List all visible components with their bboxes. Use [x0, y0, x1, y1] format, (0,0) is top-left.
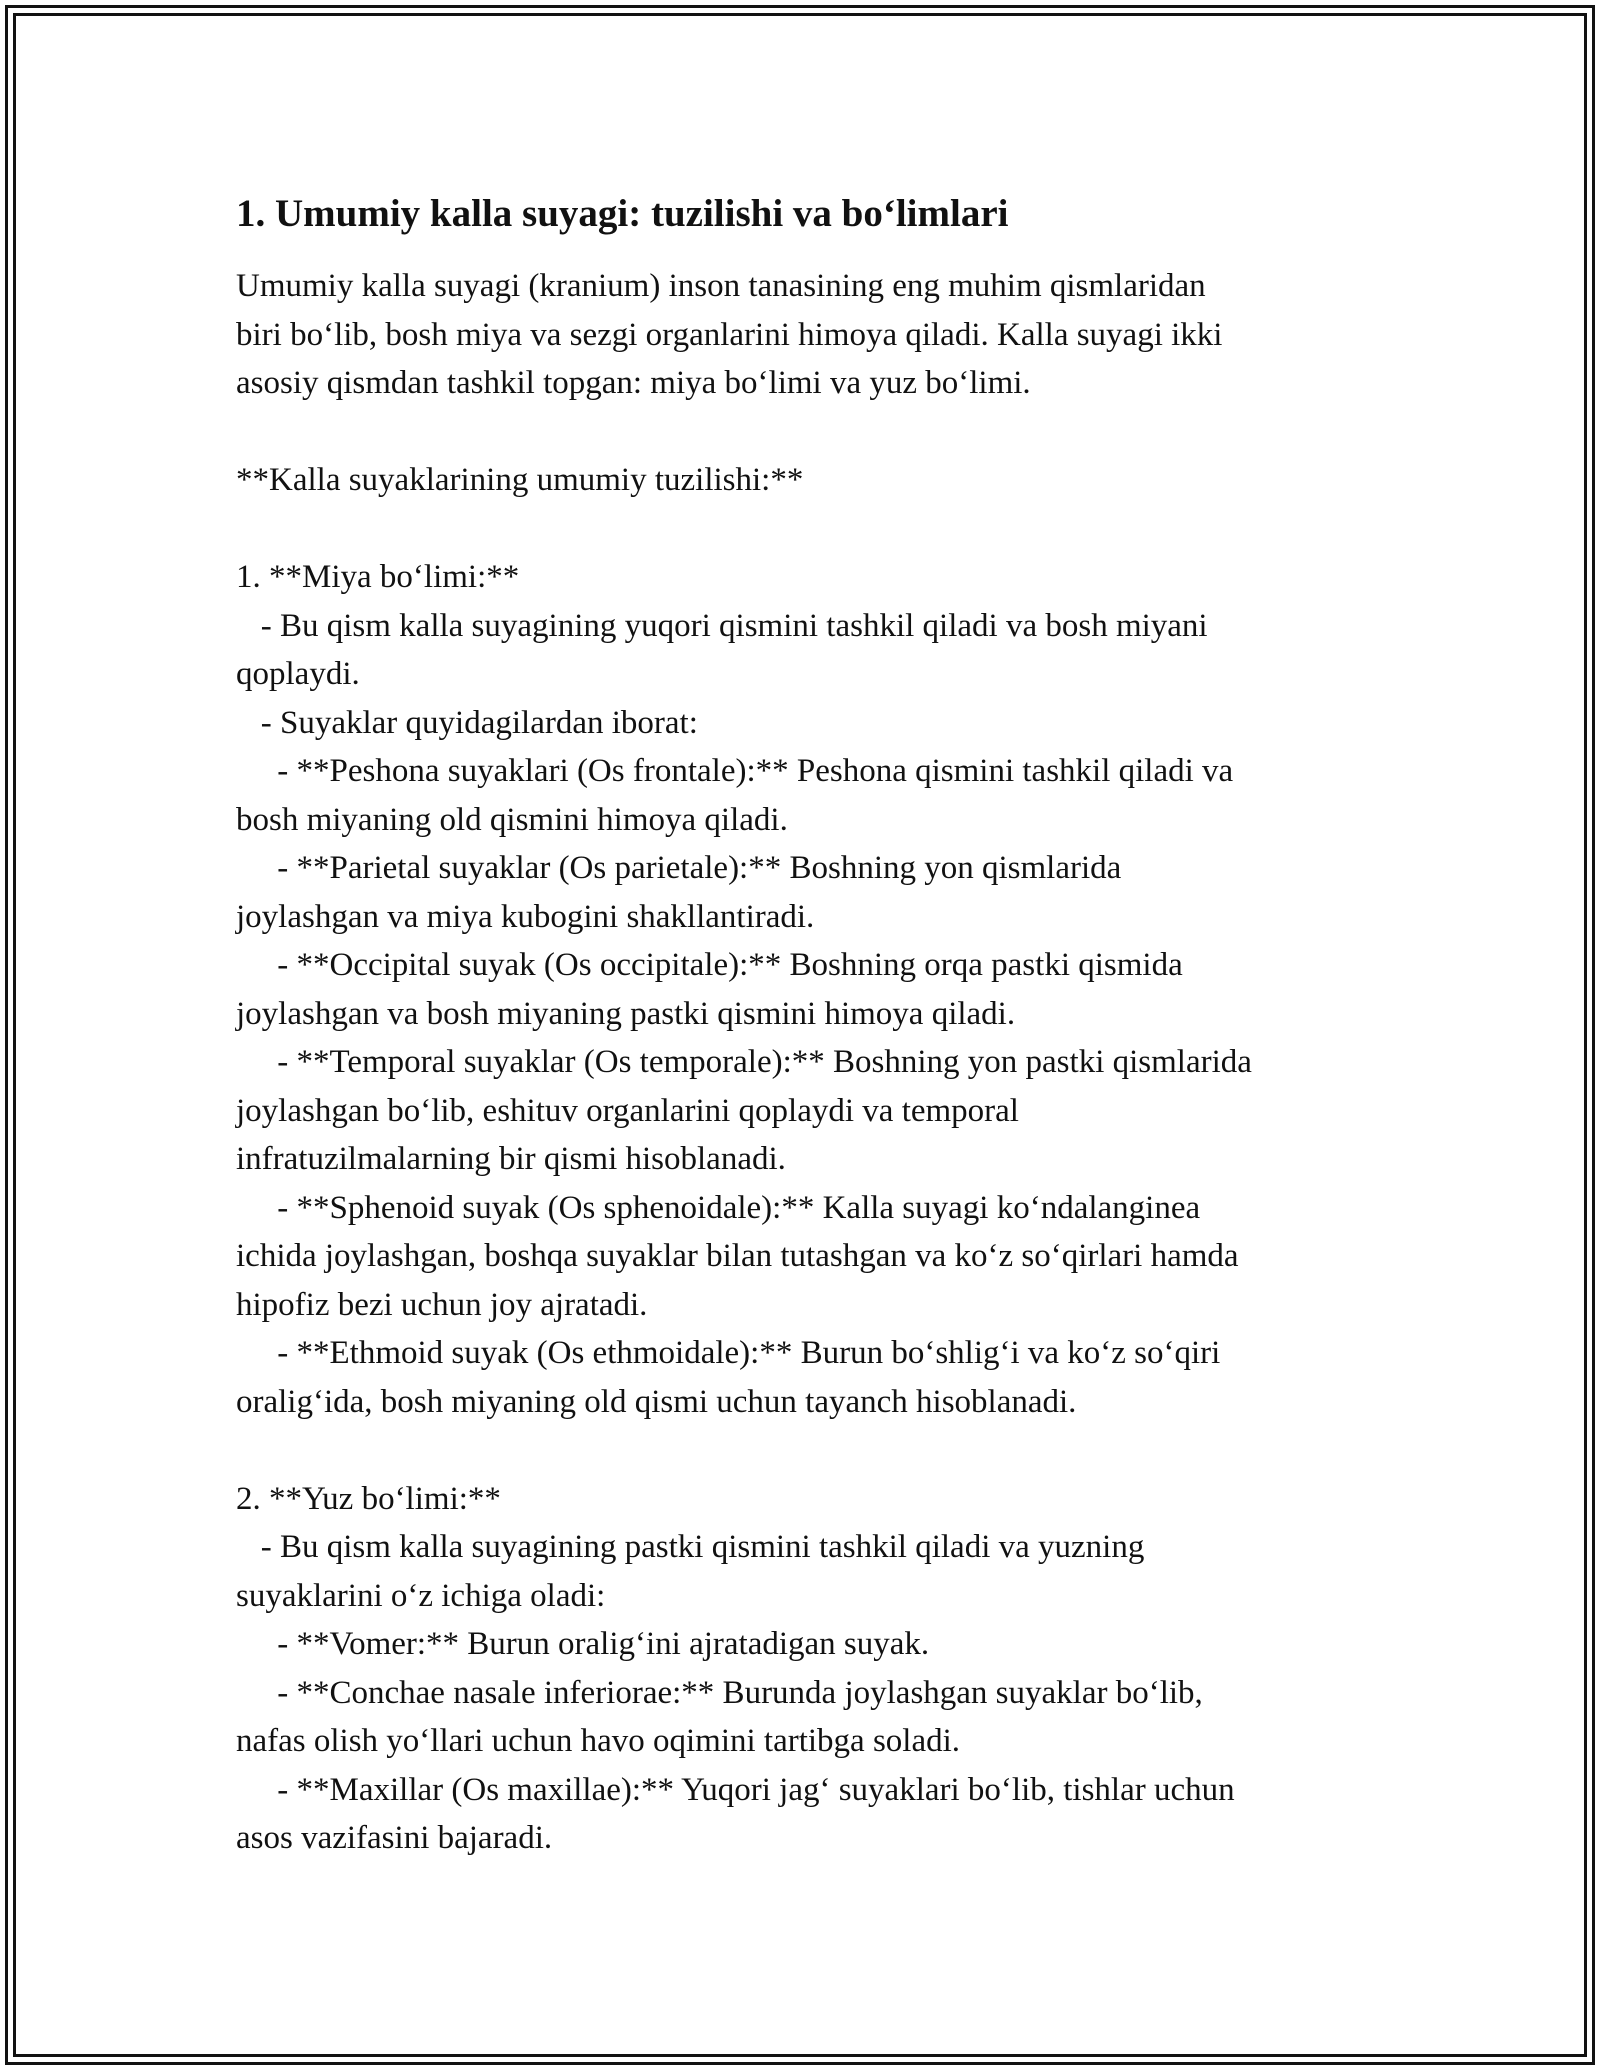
blank-line [236, 505, 1386, 554]
text-line: asosiy qismdan tashkil topgan: miya bo‘limi va yuz bo‘limi. [236, 365, 1031, 401]
text-line: - **Vomer:** Burun oralig‘ini ajratadigan suyak. [236, 1626, 930, 1662]
text-line: - **Ethmoid suyak (Os ethmoidale):** Burun bo‘shlig‘i va ko‘z so‘qiri [236, 1335, 1221, 1371]
text-line: - Bu qism kalla suyagining yuqori qismini tashkil qiladi va bosh miyani [236, 607, 1208, 644]
text-line: - **Maxillar (Os maxillae):** Yuqori jag‘ suyaklari bo‘lib, tishlar uchun [236, 1771, 1235, 1808]
text-line: Umumiy kalla suyagi (kranium) inson tanasining eng muhim qismlaridan [236, 268, 1206, 304]
text-line: - **Conchae nasale inferiorae:** Burunda joylashgan suyaklar bo‘lib, [236, 1674, 1203, 1711]
text-line: joylashgan va bosh miyaning pastki qismini himoya qiladi. [236, 995, 1016, 1032]
text-line: bosh miyaning old qismini himoya qiladi. [236, 801, 788, 838]
blank-line [236, 408, 1386, 457]
text-line: - Suyaklar quyidagilardan iborat: [236, 704, 698, 741]
document-heading: 1. Umumiy kalla suyagi: tuzilishi va bo‘limlari [236, 192, 1009, 235]
text-line: 2. **Yuz bo‘limi:** [236, 1480, 501, 1517]
text-line: asos vazifasini bajaradi. [236, 1820, 553, 1856]
text-line: infratuzilmalarning bir qismi hisoblanadi. [236, 1141, 786, 1177]
blank-line [236, 1426, 1386, 1475]
text-line: - **Parietal suyaklar (Os parietale):** Boshning yon qismlarida [236, 850, 1122, 886]
text-line: biri bo‘lib, bosh miya va sezgi organlarini himoya qiladi. Kalla suyagi ikki [236, 316, 1223, 353]
text-line: nafas olish yo‘llari uchun havo oqimini tartibga soladi. [236, 1723, 961, 1759]
document-body [236, 188, 1386, 1863]
text-line: oralig‘ida, bosh miyaning old qismi uchun tayanch hisoblanadi. [236, 1383, 1077, 1420]
document-text [236, 262, 1386, 1863]
text-line: - **Sphenoid suyak (Os sphenoidale):** Kalla suyagi ko‘ndalanginea [236, 1189, 1201, 1226]
text-line: - **Peshona suyaklari (Os frontale):** Peshona qismini tashkil qiladi va [236, 753, 1234, 789]
text-line: suyaklarini o‘z ichiga oladi: [236, 1577, 606, 1614]
text-line: qoplaydi. [236, 656, 360, 692]
text-line: ichida joylashgan, boshqa suyaklar bilan tutashgan va ko‘z so‘qirlari hamda [236, 1238, 1239, 1274]
text-line: hipofiz bezi uchun joy ajratadi. [236, 1286, 648, 1323]
text-line: - **Occipital suyak (Os occipitale):** Boshning orqa pastki qismida [236, 947, 1183, 983]
text-line: joylashgan va miya kubogini shakllantiradi. [236, 898, 815, 935]
text-line: 1. **Miya bo‘limi:** [236, 559, 520, 595]
text-line: - **Temporal suyaklar (Os temporale):** Boshning yon pastki qismlarida [236, 1044, 1252, 1080]
text-line: - Bu qism kalla suyagining pastki qismini tashkil qiladi va yuzning [236, 1529, 1145, 1565]
text-line: **Kalla suyaklarining umumiy tuzilishi:** [236, 462, 804, 498]
text-line: joylashgan bo‘lib, eshituv organlarini qoplaydi va temporal [236, 1092, 1019, 1129]
